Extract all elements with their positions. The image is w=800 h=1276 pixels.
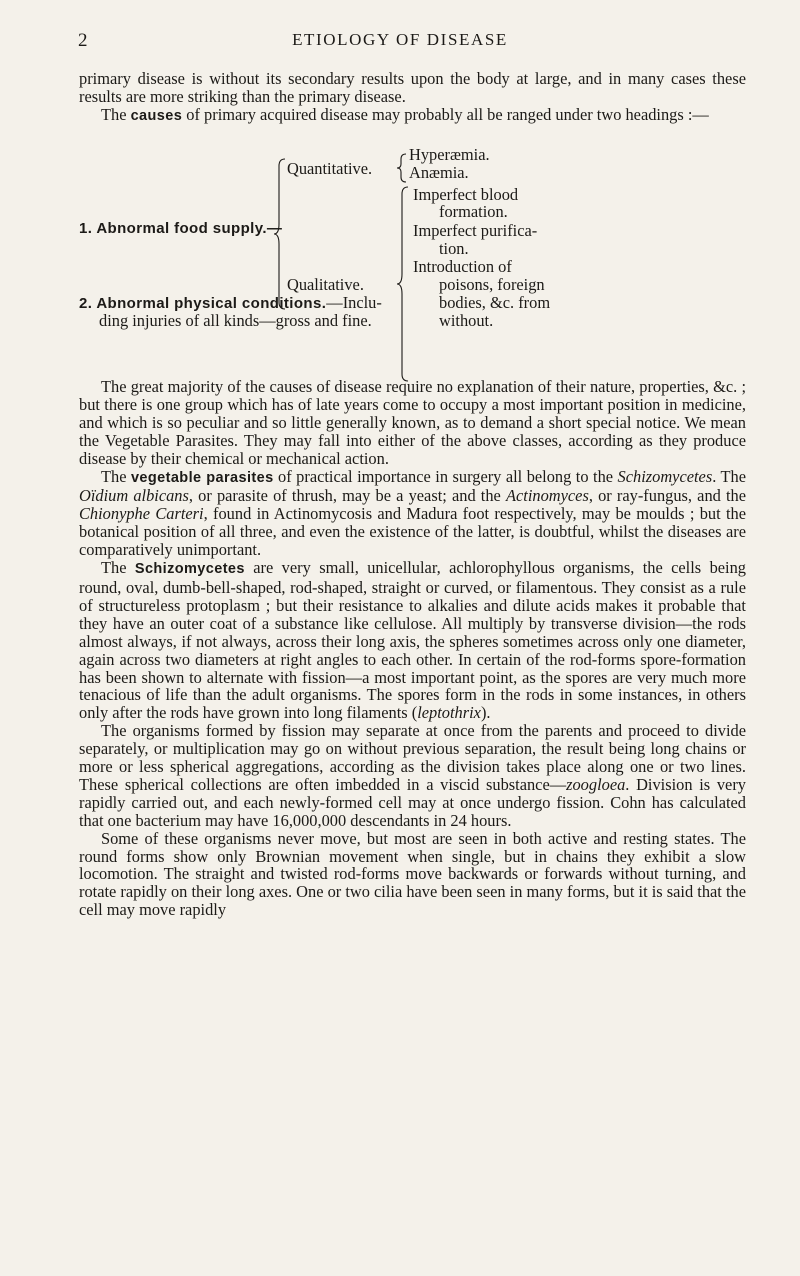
- qual-item-8: without.: [439, 311, 494, 330]
- brace-3-icon: [396, 186, 410, 382]
- term-causes: causes: [130, 107, 183, 124]
- term-vegetable-parasites: vegetable parasites: [130, 469, 274, 486]
- brace-1-icon: [273, 158, 287, 310]
- brace-2-icon: [396, 153, 408, 183]
- paragraph-movement: Some of these organisms never move, but most are seen in both active and resting states. The round forms show only Brownian movement when single, but in chains they exhibit a slow locomotion. The straight and twisted rod-forms move backwards or forwards without turning, and rotate rapidly on their long axes. One or two cilia have been seen in many forms, but it is said that the cell may move rapidly: [79, 828, 746, 920]
- qualitative-label: Qualitative.: [287, 275, 364, 294]
- intro-paragraph: primary disease is without its secondary results upon the body at large, and in many cases these results are more striking than the primary disease. The causes of primary acquired disease may probably all be ranged under two headings :—: [79, 69, 746, 124]
- hyperaemia-label: Hyperæmia.: [409, 145, 490, 164]
- qual-item-2: formation.: [439, 202, 508, 221]
- term-schizomycetes: Schizomycetes: [134, 561, 245, 578]
- classification-table: [79, 136, 746, 380]
- intro-text-a: primary disease is without its secondary results upon the body at large, and in many cases these results are more striking than the primary disease.: [79, 69, 746, 106]
- page-header: [0, 30, 800, 54]
- item2-line-1: 2. Abnormal physical conditions.—Inclu-: [79, 293, 382, 312]
- qual-item-3: Imperfect purifica-: [413, 221, 538, 240]
- qual-item-6: poisons, foreign: [439, 275, 545, 294]
- qual-item-4: tion.: [439, 239, 469, 258]
- item2-line-2: ding injuries of all kinds—gross and fine.: [99, 311, 372, 330]
- qual-item-7: bodies, &c. from: [439, 293, 551, 312]
- quantitative-label: Quantitative.: [287, 159, 373, 178]
- qual-item-1: Imperfect blood: [413, 185, 519, 204]
- item2-label: 2. Abnormal physical conditions.: [79, 295, 327, 312]
- body-text: The great majority of the causes of disease require no explanation of their nature, properties, &c. ; but there is one group which has of late years come to occupy a most important position in medicine, and which is so peculiar and so little generally known, as to demand a short special notice. We mean the Vegetable Parasites. They may fall into either of the above classes, according as they produce disease by their chemical or mechanical action. The vegetable parasites of practical importance in surgery all belong to the Schizomycetes. The Oïdium albicans, or parasite of thrush, may be a yeast; and the Actinomyces, or ray-fungus, and the Chionyphe Carteri, found in Actinomycosis and Madura foot respectively, may be moulds ; but the botanical position of all three, and even the existence of the latter, is doubtful, whilst the diseases are comparatively unimportant. The Schizomycetes are very small, unicellular, achlorophyllous organisms, the cells being round, oval, dumb-bell-shaped, rod-shaped, straight or curved, or filamentous. They consist as a rule of structureless protoplasm ; but their resistance to alkalies and dilute acids makes it probable that they have an outer coat of a substance like cellulose. All multiply by transverse division—the rods almost always, if not always, across their long axis, the spheres sometimes across only one diameter, again across two diameters at right angles to each other. In certain of the rod-forms spore-formation has been shown to alternate with fission—a most important point, as the spores are very much more tenacious of life than the adult organisms. The spores form in the rods in some instances, in others only after the rods have grown into long filaments (leptothrix). The organisms formed by fission may separate at once from the parents and proceed to divide separately, or multiplication may go on without previous separation, the result being long chains or more or less spherical aggregations, according as the division takes place along one or two lines. These spherical collections are often imbedded in a viscid substance—zoogloea. Division is very rapidly carried out, and each newly-formed cell may at once undergo fission. Cohn has calculated that one bacterium may have 16,000,000 descendants in 24 hours. Some of these organisms never move, but most are seen in both active and resting states. The round forms show only Brownian movement when single, but in chains they exhibit a slow locomotion. The straight and twisted rod-forms move backwards or forwards without turning, and rotate rapidly on their long axes. One or two cilia have been seen in many forms, but it is said that the cell may move rapidly: [79, 377, 747, 920]
- qual-item-5: Introduction of: [413, 257, 512, 276]
- anaemia-label: Anæmia.: [409, 163, 469, 182]
- running-title: ETIOLOGY OF DISEASE: [292, 30, 508, 49]
- item1-label: 1. Abnormal food supply.—: [79, 220, 283, 237]
- page-number: 2: [78, 30, 88, 51]
- paragraph-great-majority: The great majority of the causes of disease require no explanation of their nature, properties, &c. ; but there is one group which has of late years come to occupy a most important position in medicine, and which is so peculiar and so little generally known, as to demand a short special notice. We mean the Vegetable Parasites. They may fall into either of the above classes, according as they produce disease by their chemical or mechanical action.: [79, 377, 746, 468]
